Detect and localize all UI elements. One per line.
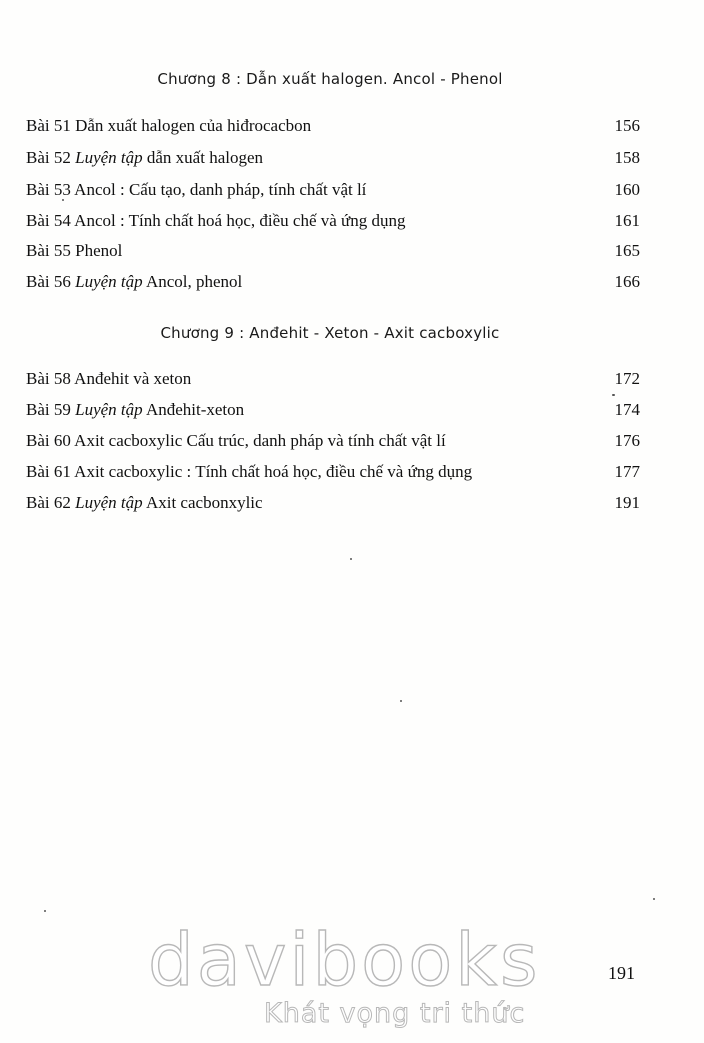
toc-page-number: 160	[614, 180, 640, 199]
print-speck	[400, 700, 402, 702]
watermark	[148, 918, 568, 1038]
chapter-8-heading: Chương 8 : Dẫn xuất halogen. Ancol - Phenol	[157, 70, 503, 88]
print-speck	[653, 898, 655, 900]
toc-row	[26, 114, 640, 138]
toc-entry-title: Bài 51 Dẫn xuất halogen của hiđrocacbon	[26, 116, 312, 135]
toc-entry-title: Bài 52 Luyện tập dẫn xuất halogen	[26, 148, 264, 167]
toc-row	[26, 367, 640, 391]
toc-row	[26, 429, 640, 453]
toc-row	[26, 178, 640, 202]
print-speck	[44, 910, 46, 912]
toc-page-number: 165	[614, 241, 640, 260]
watermark-brand: davibooks	[148, 918, 541, 1002]
toc-entry-title: Bài 61 Axit cacboxylic : Tính chất hoá học, điều chế và ứng dụng	[26, 462, 473, 481]
toc-page-number: 176	[614, 431, 640, 450]
toc-page-number: 156	[614, 116, 640, 135]
toc-entry-title: Bài 59 Luyện tập Anđehit-xeton	[26, 400, 245, 419]
toc-row	[26, 398, 640, 422]
toc-row	[26, 239, 640, 263]
toc-entry-title: Bài 60 Axit cacboxylic Cấu trúc, danh pháp và tính chất vật lí	[26, 431, 446, 450]
toc-row	[26, 491, 640, 515]
toc-row	[26, 209, 640, 233]
toc-entry-title: Bài 55 Phenol	[26, 241, 123, 260]
print-speck	[612, 394, 615, 396]
toc-page-number: 172	[614, 369, 640, 388]
toc-row	[26, 270, 640, 294]
toc-page-number: 158	[614, 148, 640, 167]
toc-entry-title: Bài 58 Anđehit và xeton	[26, 369, 192, 388]
chapter-9-heading: Chương 9 : Anđehit - Xeton - Axit cacboxylic	[160, 324, 500, 342]
toc-page-number: 166	[614, 272, 640, 291]
toc-page-number: 161	[614, 211, 640, 230]
print-speck	[350, 558, 352, 560]
toc-entry-title: Bài 53 Ancol : Cấu tạo, danh pháp, tính chất vật lí	[26, 180, 367, 199]
print-speck	[62, 199, 64, 201]
toc-page-number: 174	[614, 400, 640, 419]
toc-entry-title: Bài 54 Ancol : Tính chất hoá học, điều chế và ứng dụng	[26, 211, 406, 230]
toc-entry-title: Bài 56 Luyện tập Ancol, phenol	[26, 272, 243, 291]
toc-page-number: 191	[614, 493, 640, 512]
toc-row	[26, 460, 640, 484]
toc-row	[26, 146, 640, 170]
toc-page-number: 177	[614, 462, 640, 481]
toc-entry-title: Bài 62 Luyện tập Axit cacbonxylic	[26, 493, 263, 512]
watermark-slogan: Khát vọng tri thức	[264, 998, 526, 1029]
page-number: 191	[608, 963, 635, 983]
